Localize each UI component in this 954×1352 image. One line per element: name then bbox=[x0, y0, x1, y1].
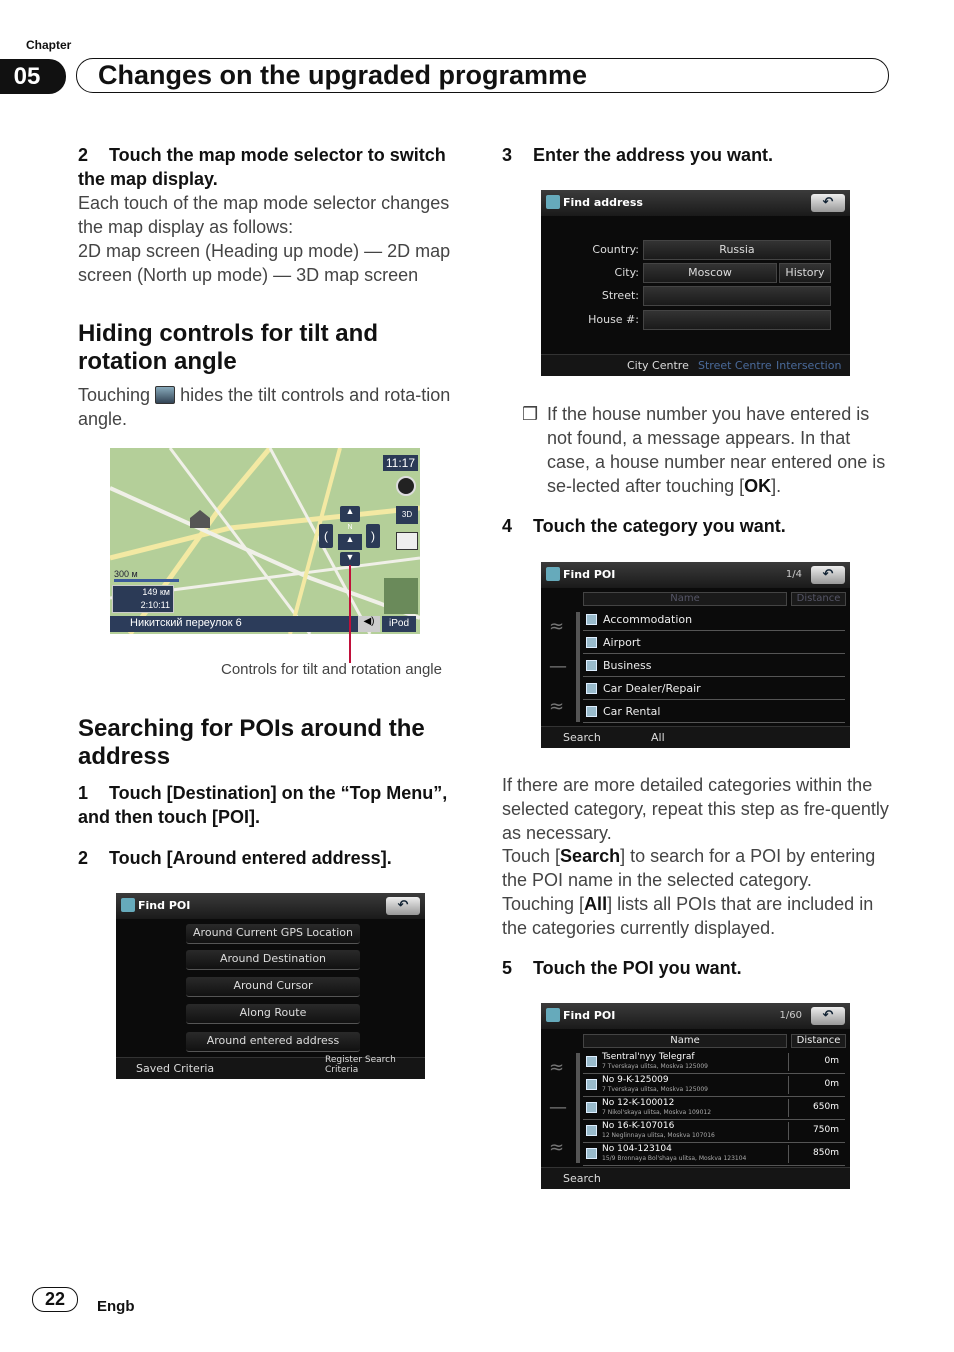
list-item[interactable] bbox=[583, 1074, 845, 1097]
poi-name: No 9-K-125009 bbox=[602, 1075, 669, 1085]
column-divider bbox=[788, 1145, 789, 1163]
category-label: Airport bbox=[603, 636, 641, 649]
tilt-down-button[interactable]: ▼ bbox=[340, 552, 360, 566]
tilt-toggle-icon bbox=[155, 386, 175, 404]
rotate-right-button[interactable]: ) bbox=[366, 524, 380, 548]
name-column-header[interactable]: Name bbox=[583, 592, 787, 606]
map-menu-icon[interactable] bbox=[396, 532, 418, 550]
around-gps-button[interactable]: Around Current GPS Location bbox=[186, 924, 360, 944]
around-cursor-button[interactable]: Around Cursor bbox=[186, 977, 360, 997]
search-button[interactable]: Search bbox=[563, 1172, 601, 1185]
search-button[interactable]: Search bbox=[563, 731, 601, 744]
step-1-heading bbox=[78, 781, 468, 829]
category-label: Car Dealer/Repair bbox=[603, 682, 701, 695]
step-number: 3 bbox=[502, 145, 513, 165]
arrival-time: 2:10:11 bbox=[140, 600, 170, 610]
house-number-label: House #: bbox=[588, 313, 639, 326]
map-caption: Controls for tilt and rotation angle bbox=[221, 661, 442, 678]
list-item[interactable] bbox=[583, 1120, 845, 1143]
poi-name: Tsentral'nyy Telegraf bbox=[602, 1052, 695, 1062]
text: ] to search for a POI by entering the POI name in the selected category. bbox=[502, 846, 876, 890]
page-indicator: 1/4 bbox=[785, 569, 802, 580]
poi-category-icon bbox=[586, 1125, 597, 1136]
step-number: 4 bbox=[502, 516, 513, 536]
country-label: Country: bbox=[592, 243, 639, 256]
note-bullet: ❒ bbox=[522, 404, 539, 424]
scrollbar[interactable] bbox=[576, 1053, 580, 1163]
step-number: 2 bbox=[78, 145, 89, 165]
poi-icon bbox=[121, 898, 135, 912]
step-number: 1 bbox=[78, 783, 89, 803]
compass-icon[interactable] bbox=[396, 476, 416, 496]
step-4-heading bbox=[502, 514, 892, 538]
all-button[interactable]: All bbox=[651, 731, 665, 744]
tilt-indicator: ▲ bbox=[338, 534, 362, 550]
screen-title: Find POI bbox=[563, 568, 616, 581]
step-text: Touch [Around entered address]. bbox=[109, 848, 392, 868]
distance-column-header[interactable]: Distance bbox=[791, 1034, 846, 1048]
category-icon bbox=[586, 660, 597, 671]
column-divider bbox=[788, 1099, 789, 1117]
section-heading-hiding: Hiding controls for tilt and rotation angle bbox=[78, 320, 378, 375]
album-art bbox=[384, 578, 418, 614]
register-search-criteria-button[interactable]: Register Search Criteria bbox=[325, 1055, 396, 1075]
text: If the house number you have entered is not found, a message appears. In that case, a house number near entered one is se-lected after touching [ bbox=[547, 404, 886, 496]
step-3-heading bbox=[502, 143, 892, 167]
category-icon bbox=[586, 637, 597, 648]
distance-remaining: 149 км bbox=[142, 587, 170, 597]
page-indicator: 1/60 bbox=[779, 1010, 802, 1021]
along-route-button[interactable]: Along Route bbox=[186, 1004, 360, 1024]
name-column-header[interactable]: Name bbox=[583, 1034, 787, 1048]
page-down-icon[interactable]: ≈ bbox=[549, 696, 565, 717]
text: ] lists all POIs that are included in the categories currently displayed. bbox=[502, 894, 874, 938]
house-number-field[interactable] bbox=[643, 310, 831, 330]
city-field[interactable]: Moscow bbox=[643, 263, 777, 283]
back-button[interactable]: ↶ bbox=[386, 897, 420, 915]
poi-address: 7 Tverskaya ulitsa, Moskva 125009 bbox=[602, 1086, 708, 1093]
step-2b-heading bbox=[78, 846, 468, 870]
scroll-bar-icon[interactable]: — bbox=[549, 656, 567, 677]
scroll-sidebar bbox=[541, 1051, 575, 1167]
view-mode-button[interactable]: 3D bbox=[396, 506, 418, 524]
ipod-button[interactable]: iPod bbox=[382, 616, 416, 632]
distance-column-header[interactable]: Distance bbox=[791, 592, 846, 606]
city-label: City: bbox=[614, 266, 639, 279]
step-2-heading bbox=[78, 143, 468, 191]
poi-name: No 104-123104 bbox=[602, 1144, 672, 1154]
text: ]. bbox=[771, 476, 782, 496]
poi-category-icon bbox=[586, 1079, 597, 1090]
step-text: Enter the address you want. bbox=[533, 145, 774, 165]
chapter-title: Changes on the upgraded programme bbox=[98, 60, 588, 90]
step-text: Touch [Destination] on the “Top Menu”, and then touch [POI]. bbox=[78, 783, 448, 827]
history-button[interactable]: History bbox=[779, 263, 831, 283]
search-icon bbox=[546, 195, 560, 209]
screen-title: Find POI bbox=[138, 899, 191, 912]
tilt-up-button[interactable]: ▲ bbox=[340, 506, 360, 522]
page-up-icon[interactable]: ≈ bbox=[549, 1057, 565, 1078]
category-list-screen bbox=[541, 562, 850, 748]
column-divider bbox=[788, 1053, 789, 1071]
poi-list-screen bbox=[541, 1003, 850, 1189]
category-icon bbox=[586, 683, 597, 694]
intersection-button[interactable]: Intersection bbox=[776, 359, 842, 372]
country-field[interactable]: Russia bbox=[643, 240, 831, 260]
language-code: Engb bbox=[97, 1298, 135, 1315]
find-poi-menu-screen bbox=[116, 893, 425, 1079]
street-bar bbox=[110, 616, 358, 632]
poi-name: No 16-K-107016 bbox=[602, 1121, 675, 1131]
current-street: Никитский переулок 6 bbox=[130, 617, 242, 629]
street-centre-button[interactable]: Street Centre bbox=[698, 359, 772, 372]
list-item[interactable] bbox=[583, 1143, 845, 1166]
list-item[interactable] bbox=[583, 1051, 845, 1074]
step-text: Touch the category you want. bbox=[533, 516, 786, 536]
scroll-sidebar bbox=[541, 610, 575, 726]
text: Touching [ bbox=[502, 894, 585, 914]
saved-criteria-button[interactable]: Saved Criteria bbox=[136, 1062, 215, 1075]
callout-line bbox=[349, 565, 351, 663]
poi-address: 12 Neglinnaya ulitsa, Moskva 107016 bbox=[602, 1132, 715, 1139]
chapter-number: 05 bbox=[0, 59, 66, 94]
text: Touch [ bbox=[502, 846, 561, 866]
poi-address: 7 Tverskaya ulitsa, Moskva 125009 bbox=[602, 1063, 708, 1070]
scroll-bar-icon[interactable]: — bbox=[549, 1097, 567, 1118]
list-item[interactable] bbox=[583, 632, 845, 654]
poi-name: No 12-K-100012 bbox=[602, 1098, 675, 1108]
note-text bbox=[547, 402, 892, 498]
map-screenshot bbox=[110, 448, 420, 634]
step-5-heading bbox=[502, 956, 892, 980]
poi-category-icon bbox=[586, 1056, 597, 1067]
step-number: 2 bbox=[78, 848, 89, 868]
step-number: 5 bbox=[502, 958, 513, 978]
poi-category-icon bbox=[586, 1148, 597, 1159]
around-destination-button[interactable]: Around Destination bbox=[186, 950, 360, 970]
scrollbar[interactable] bbox=[576, 612, 580, 722]
hiding-body bbox=[78, 383, 458, 431]
chapter-label: Chapter bbox=[26, 38, 72, 52]
paragraph-2 bbox=[502, 844, 894, 892]
column-divider bbox=[788, 1076, 789, 1094]
poi-distance: 650m bbox=[813, 1102, 839, 1112]
audio-control-icon[interactable]: ◀) bbox=[358, 616, 380, 632]
poi-icon bbox=[546, 567, 560, 581]
screen-title: Find address bbox=[563, 196, 643, 209]
poi-address: 15/9 Bronnaya Bol'shaya ulitsa, Moskva 123104 bbox=[602, 1155, 747, 1162]
poi-category-icon bbox=[586, 1102, 597, 1113]
poi-distance: 0m bbox=[824, 1079, 839, 1089]
north-indicator: N bbox=[347, 524, 353, 531]
step-text: Touch the map mode selector to switch the map display. bbox=[78, 145, 446, 189]
category-label: Accommodation bbox=[603, 613, 693, 626]
street-field[interactable] bbox=[643, 286, 831, 306]
search-label: Search bbox=[560, 846, 621, 866]
screen-title: Find POI bbox=[563, 1009, 616, 1022]
poi-distance: 0m bbox=[824, 1056, 839, 1066]
poi-distance: 750m bbox=[813, 1125, 839, 1135]
paragraph-1: If there are more detailed categories within the selected category, repeat this step as fre-quently as necessary. bbox=[502, 775, 889, 843]
list-item[interactable] bbox=[583, 1097, 845, 1120]
map-scale-label: 300 м bbox=[114, 569, 138, 579]
section-heading-searching: Searching for POIs around the address bbox=[78, 715, 425, 770]
list-item[interactable] bbox=[583, 655, 845, 677]
trip-info-panel bbox=[112, 585, 174, 613]
category-label: Business bbox=[603, 659, 652, 672]
map-scale-bar bbox=[114, 579, 179, 582]
column-divider bbox=[788, 1122, 789, 1140]
poi-address: 7 Nikol'skaya ulitsa, Moskva 109012 bbox=[602, 1109, 712, 1116]
paragraph-3 bbox=[502, 892, 894, 940]
page-number: 22 bbox=[32, 1287, 78, 1312]
text: hides the tilt controls and rota-tion angle. bbox=[78, 385, 451, 429]
list-item[interactable] bbox=[583, 678, 845, 700]
map-clock: 11:17 bbox=[383, 455, 418, 471]
page-down-icon[interactable]: ≈ bbox=[549, 1137, 565, 1158]
category-icon bbox=[586, 706, 597, 717]
street-label: Street: bbox=[601, 289, 639, 302]
all-label: All bbox=[584, 894, 608, 914]
back-button[interactable]: ↶ bbox=[811, 194, 845, 212]
step-text: Touch the POI you want. bbox=[533, 958, 742, 978]
category-label: Car Rental bbox=[603, 705, 661, 718]
list-item[interactable] bbox=[583, 609, 845, 631]
category-icon bbox=[586, 614, 597, 625]
text: Touching bbox=[78, 385, 151, 405]
poi-icon bbox=[546, 1008, 560, 1022]
around-entered-address-button[interactable]: Around entered address bbox=[186, 1032, 360, 1052]
ok-label: OK bbox=[744, 476, 772, 496]
paragraph: Each touch of the map mode selector changes the map display as follows: bbox=[78, 193, 450, 237]
step-2-body bbox=[78, 191, 470, 287]
page-up-icon[interactable]: ≈ bbox=[549, 616, 565, 637]
poi-distance: 850m bbox=[813, 1148, 839, 1158]
paragraph: 2D map screen (Heading up mode) — 2D map screen (North up mode) — 3D map screen bbox=[78, 241, 451, 285]
back-button[interactable]: ↶ bbox=[811, 566, 845, 584]
find-address-screen bbox=[541, 190, 850, 376]
rotate-left-button[interactable]: ( bbox=[319, 524, 333, 548]
city-centre-button[interactable]: City Centre bbox=[627, 359, 689, 372]
back-button[interactable]: ↶ bbox=[811, 1007, 845, 1025]
list-item[interactable] bbox=[583, 701, 845, 723]
